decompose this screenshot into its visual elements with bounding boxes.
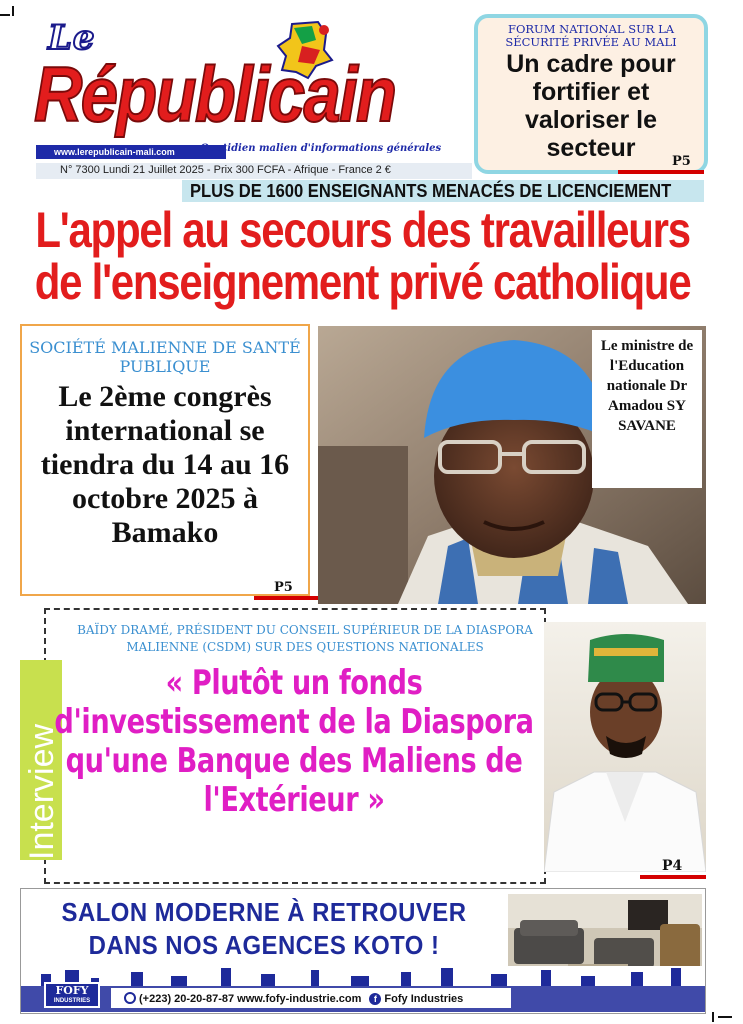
minister-caption: Le ministre de l'Education nationale Dr Amadou SY SAVANE [592, 330, 702, 488]
crop-mark [712, 1012, 714, 1022]
fofy-logo-text: FOFY [55, 984, 89, 997]
sante-page-underline [254, 596, 318, 600]
interview-quote[interactable]: « Plutôt un fonds d'investissement de la Diaspora qu'une Banque des Maliens de l'Extérieur » [54, 663, 534, 820]
ad-facebook[interactable]: Fofy Industries [384, 993, 464, 1005]
facebook-icon: f [369, 993, 381, 1005]
forum-kicker: FORUM NATIONAL SUR LA SÉCURITÉ PRIVÉE AU MALI [505, 22, 677, 49]
sante-kicker: SOCIÉTÉ MALIENNE DE SANTÉ PUBLIQUE [29, 338, 301, 376]
phone-icon [124, 992, 136, 1004]
interview-page-ref: P4 [662, 858, 683, 874]
ad-headline: SALON MODERNE À RETROUVER DANS NOS AGENCES KOTO ! [61, 897, 467, 960]
sante-page-ref: P5 [274, 580, 293, 595]
ad-website[interactable]: www.fofy-industrie.com [237, 993, 362, 1005]
forum-page-ref: P5 [672, 154, 691, 169]
ad-footer-band [21, 966, 705, 1012]
ad-phone[interactable]: (+223) 20-20-87-87 [139, 993, 235, 1005]
crop-mark [718, 1016, 732, 1018]
interview-label: Interview [23, 723, 61, 860]
crop-mark [0, 14, 10, 16]
lead-kicker: PLUS DE 1600 ENSEIGNANTS MENACÉS DE LICENCIEMENT [190, 181, 672, 201]
ad-contact-line [124, 992, 463, 1005]
masthead-tagline: Quotidien malien d'informations générales [200, 143, 442, 154]
fofy-logo [44, 982, 100, 1008]
crop-mark [12, 6, 14, 16]
forum-page-underline [618, 170, 704, 174]
lead-headline[interactable]: L'appel au secours des travailleurs de l'enseignement privé catholique [34, 202, 691, 310]
logo-le: Le [48, 18, 96, 58]
sante-teaser-box[interactable] [20, 324, 310, 596]
diaspora-president-photo [544, 622, 706, 872]
interview-kicker: BAÏDY DRAMÉ, PRÉSIDENT DU CONSEIL SUPÉRIEUR DE LA DIASPORA MALIENNE (CSDM) SUR DES QUESTIONS NATIONALES [77, 623, 533, 654]
sante-title: Le 2ème congrès international se tiendra du 14 au 16 octobre 2025 à Bamako [40, 380, 290, 549]
forum-teaser-box[interactable] [474, 14, 708, 174]
logo-republicain: Républicain [34, 50, 396, 138]
interview-page-underline [640, 875, 706, 879]
fofy-logo-sub: INDUSTRIES [53, 998, 91, 1004]
masthead-website[interactable]: www.lerepublicain-mali.com [36, 145, 226, 159]
forum-title: Un cadre pour fortifier et valoriser le secteur [506, 50, 676, 162]
issue-line: N° 7300 Lundi 21 Juillet 2025 - Prix 300 FCFA - Afrique - France 2 € [60, 164, 391, 176]
